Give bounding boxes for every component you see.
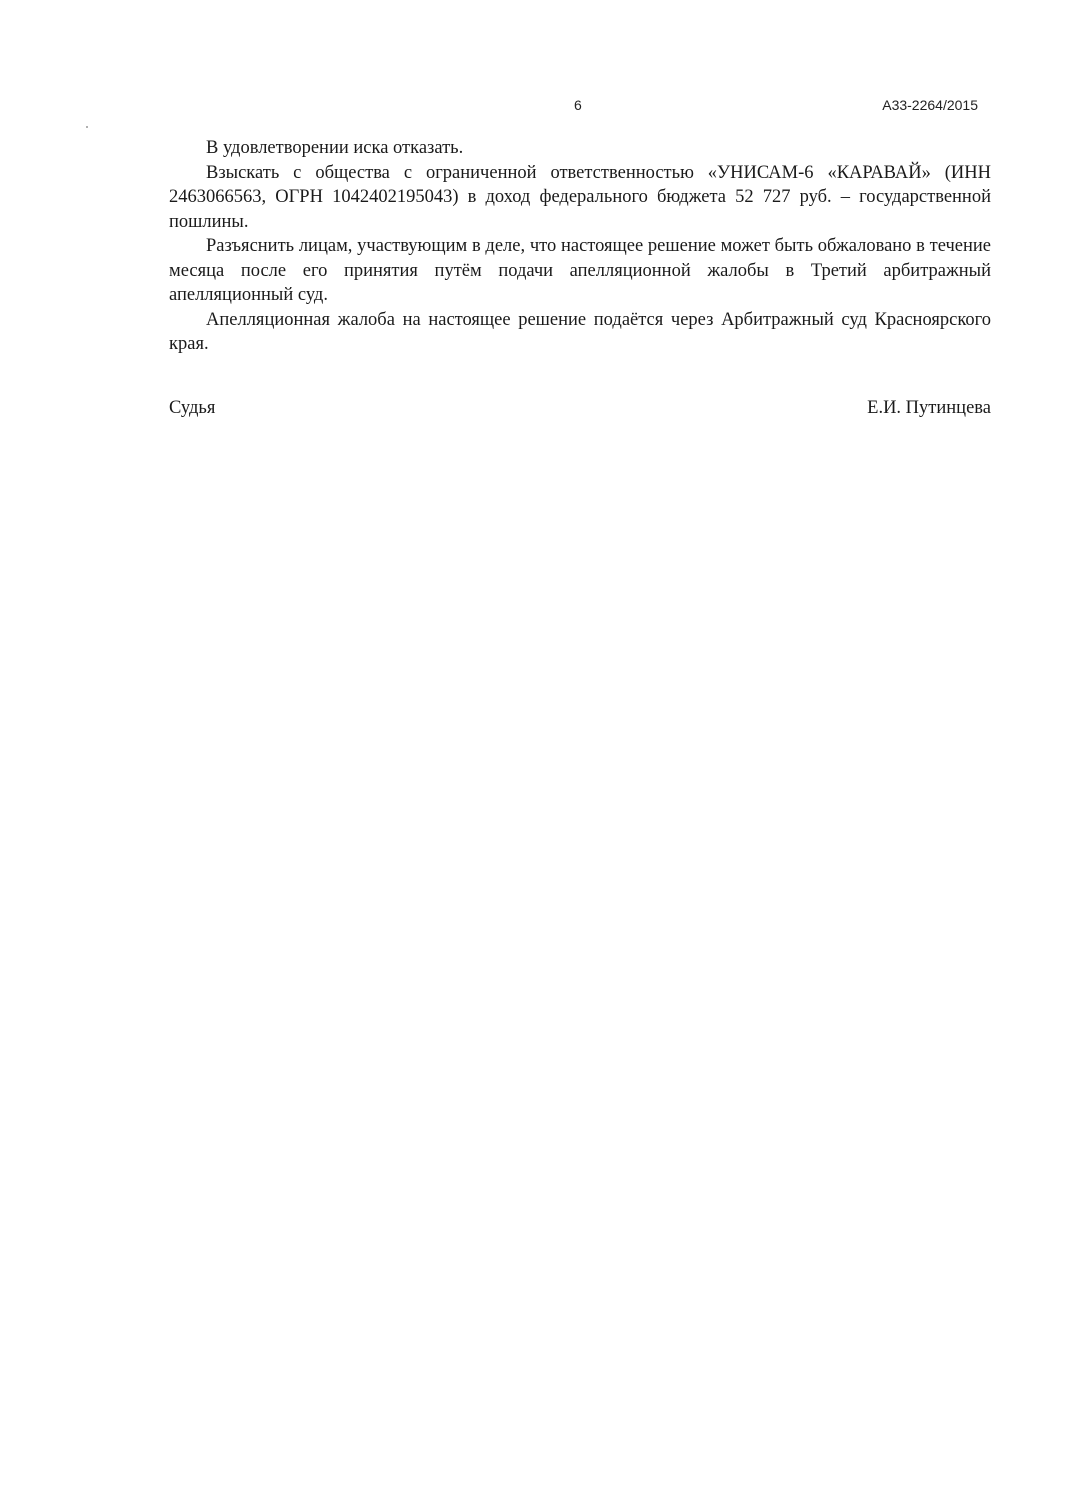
case-number: А33-2264/2015 bbox=[882, 97, 978, 113]
paragraph-state-duty: Взыскать с общества с ограниченной ответственностью «УНИСАМ-6 «КАРАВАЙ» (ИНН 2463066563, ОГРН 1042402195043) в доход федерального бюджета 52 727 руб. – государственной пошлины. bbox=[169, 162, 991, 232]
decision-body bbox=[169, 136, 991, 357]
paragraph-appeal-rights: Разъяснить лицам, участвующим в деле, что настоящее решение может быть обжаловано в течение месяца после его принятия путём подачи апелляционной жалобы в Третий арбитражный апелляционный суд. bbox=[169, 236, 991, 305]
paragraph-appeal-procedure: Апелляционная жалоба на настоящее решение подаётся через Арбитражный суд Красноярского края. bbox=[169, 309, 991, 354]
paragraph-claim-denied: В удовлетворении иска отказать. bbox=[206, 138, 464, 158]
judge-name: Е.И. Путинцева bbox=[867, 398, 991, 418]
page-number: 6 bbox=[574, 97, 582, 113]
scan-artifact bbox=[86, 126, 88, 128]
judge-title: Судья bbox=[169, 398, 216, 418]
